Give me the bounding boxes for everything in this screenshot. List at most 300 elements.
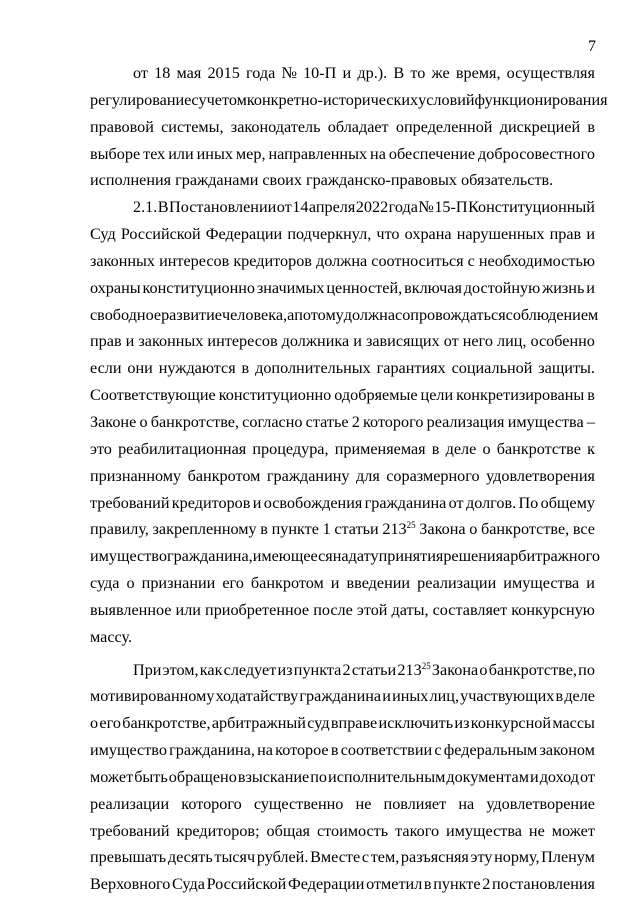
word: правовой [90,117,154,136]
word: особенно [530,332,595,351]
word: 15-П [434,198,468,217]
word: исполнительным [328,767,446,786]
word: реализации [417,574,497,593]
word: процедура, [252,439,329,458]
word: быть [134,767,168,786]
text-line [90,221,595,248]
word: законных [90,251,156,270]
word: в [260,520,268,539]
text-line [90,818,595,845]
word: Закона [419,520,466,539]
word: Федерации [287,875,365,894]
text-line [90,490,595,517]
word: мая [176,64,202,82]
word: подчеркнул, [287,225,372,244]
word: года [388,198,418,217]
word: Суда [172,875,205,894]
word: правилу, [90,520,149,539]
word: его [222,574,244,593]
word: от [133,64,148,82]
word: Вместе [310,848,361,867]
word: на [458,794,475,813]
word: исполнения [90,171,172,190]
text-line [90,791,595,818]
word: гражданина, [166,547,253,566]
word: 2 [342,660,351,679]
word: необходимостью [478,251,595,270]
word: для [356,466,380,485]
word: соотноситься [371,251,464,270]
word: этой [356,600,388,619]
word: это [90,439,112,458]
word: нуждаются [158,359,236,378]
word: прав [549,225,582,244]
text-line [90,516,595,543]
word: статье [305,412,349,431]
word: имущества [507,412,584,431]
word: по [310,767,328,786]
word: социальной [451,359,533,378]
word: же [431,64,450,82]
word: него [462,332,493,351]
word: не [355,794,372,813]
word: Суд [90,225,116,244]
word: Постановлении [169,198,277,217]
word: В [393,64,405,82]
word: соразмерного [386,466,480,485]
word: лиц, [429,687,459,706]
word: имущества [503,574,580,593]
word: и [330,574,340,593]
word: имущества [446,821,522,840]
word: документам [446,767,529,786]
text-line [90,543,601,570]
word: развитие [161,305,222,324]
word: время, [455,64,501,82]
word: защиты. [538,359,595,378]
word: они [127,359,153,378]
word: решения [443,547,504,566]
word: года [245,64,276,82]
word: и [586,278,595,297]
word: требований [90,821,170,840]
word: конкурсной [470,714,552,733]
word: о [90,714,99,733]
word: в [587,117,595,136]
word: и [382,687,391,706]
word: № [418,198,434,217]
word: № [281,64,297,82]
word: 2022 [355,198,389,217]
word: апреля [308,198,356,217]
word: по [578,660,595,679]
word: лиц, [497,332,527,351]
word: одобряемые [334,386,418,405]
word: гражданина [299,687,382,706]
word: если [90,359,122,378]
text-line [90,683,595,710]
word: значимых [256,278,325,297]
word: Конституционный [468,198,595,217]
word: или [168,144,194,163]
word: банкротом [250,574,324,593]
word: гражданско-правовых [305,171,458,190]
word: банкротстве [496,439,581,458]
word: банкротстве, [122,714,211,733]
word: 14 [292,198,309,217]
word: из [277,660,293,679]
word: в [431,439,440,458]
word: участвующих [460,687,555,706]
body-text [90,60,608,898]
word: с [467,251,475,270]
word: имеющееся [252,547,333,566]
word: от [448,493,464,512]
word: общая [266,821,310,840]
text-line [90,355,595,382]
word: имущество [90,547,167,566]
word: на [257,741,273,760]
word: осуществляя [506,64,595,82]
word: конкурсную [511,600,595,619]
text-line [90,141,595,168]
word: своих [262,171,302,190]
text-line [90,114,595,141]
word: и [353,332,362,351]
word: 10-П [303,64,337,82]
word: арбитражного [503,547,601,566]
word: в [555,687,564,706]
word: принятия [378,547,444,566]
word: определенной [395,117,493,136]
word: которого [363,412,424,431]
word: 2 [351,412,360,431]
word: $213^{25}$ [382,520,416,539]
word: доход [539,767,579,786]
word: тех [143,144,166,163]
word: то [410,64,426,82]
word: гражданами [175,171,259,190]
text-line [90,167,595,194]
word: дискрецией [499,117,581,136]
word: а [287,305,295,324]
word: и [586,574,595,593]
word: деле [564,687,595,706]
word: выявленное [90,600,172,619]
text-line [90,657,595,684]
word: как [199,660,223,679]
word: применяемая [334,439,426,458]
text-line [90,436,595,463]
word: в [587,386,595,405]
word: и [530,767,539,786]
word: банкротстве, [480,520,570,539]
word: исключить [378,714,454,733]
word: цели [420,386,454,405]
word: Пленум [541,848,595,867]
word: зависящих [365,332,440,351]
word: Верховного [90,875,171,894]
word: превышать [90,848,167,867]
word: обращено [168,767,237,786]
word: реализация [426,412,505,431]
word: признании [141,574,216,593]
word: не [528,821,545,840]
word: этом, [162,660,199,679]
text-line [90,302,599,329]
text-line [90,60,595,87]
word: должна [315,251,368,270]
word: направленных [268,144,368,163]
word: которое [275,741,329,760]
word: кредиторов [233,251,312,270]
word: суда [90,574,120,593]
word: с [434,741,442,760]
word: $213^{25}$ [397,660,431,679]
word: с [361,848,370,867]
word: массы [552,714,595,733]
word: которого [181,794,242,813]
word: В [157,198,169,217]
word: удовлетворения [486,466,595,485]
text-line [90,737,595,764]
word: арбитражный [211,714,306,733]
word: пункте [271,520,319,539]
word: о [482,439,491,458]
word: может [551,821,595,840]
word: дополнительных [255,359,371,378]
word: человека, [221,305,288,324]
word: учетом [198,90,247,109]
word: тысяч [214,848,256,867]
word: потому [294,305,344,324]
word: признанному [90,466,182,485]
word: свободное [90,305,162,324]
text-line [90,570,595,597]
word: кредиторов [171,493,251,512]
text-line [90,597,595,624]
text-line [90,248,595,275]
word: нарушенных [456,225,545,244]
word: в [423,875,432,894]
word: интересов [207,332,278,351]
word: согласно [242,412,303,431]
word: в [330,741,339,760]
word: обязательств. [461,171,554,190]
word: разъясняя [400,848,469,867]
word: банкротом [187,466,261,485]
word: суд [307,714,330,733]
text-line [90,624,595,651]
word: реализации [90,794,170,813]
word: прав [90,332,122,351]
word: мер, [235,144,266,163]
word: пункта [293,660,342,679]
word: на [332,547,349,566]
word: выборе [90,144,141,163]
text-line [90,710,595,737]
word: все [572,520,595,539]
word: конституционно [218,386,332,405]
word: интересов [159,251,230,270]
word: – [586,412,595,431]
word: стоимость [316,821,389,840]
word: законом [539,741,595,760]
word: общему [540,493,595,512]
word: долгов. [465,493,517,512]
word: системы, [161,117,224,136]
word: постановления [491,875,595,894]
word: реабилитационная [118,439,247,458]
word: 2 [482,875,491,894]
word: ценностей, [326,278,403,297]
word: из [454,714,470,733]
word: обеспечение [388,144,476,163]
word: охраны [90,278,141,297]
word: о [126,574,135,593]
word: существенно [253,794,344,813]
word: о [139,412,148,431]
text-line [90,844,595,871]
text-line [90,275,595,302]
word: Закона [431,660,479,679]
word: эту [470,848,493,867]
word: должника [281,332,350,351]
word: о [469,520,478,539]
word: законодатель [230,117,321,136]
word: статьи [351,660,397,679]
word: имущество [90,741,167,760]
word: законных [138,332,204,351]
word: или [175,600,201,619]
word: массу. [90,627,132,646]
word: взыскание [237,767,310,786]
text-line [90,764,595,791]
word: Соответствующие [90,386,216,405]
word: условий [418,90,475,109]
word: гражданина [364,493,447,512]
word: Законе [90,412,137,431]
word: гражданину [266,466,350,485]
word: закрепленному [152,520,257,539]
word: охрана [404,225,452,244]
word: 2015 [207,64,240,82]
word: введении [346,574,411,593]
word: При [133,660,162,679]
word: По [518,493,539,512]
word: добросовестного [478,144,595,163]
text-line [90,194,595,221]
word: конкретизированы [456,386,585,405]
word: может [90,767,134,786]
text-line [90,328,595,355]
word: норму, [494,848,540,867]
word: Российской [120,225,201,244]
word: мотивированному [90,687,215,706]
word: удовлетворение [486,794,595,813]
word: тем, [370,848,400,867]
word: следует [223,660,277,679]
word: даты, [391,600,429,619]
word: гарантиях [376,359,446,378]
word: десять [167,848,213,867]
word: такого [395,821,440,840]
word: повлияет [383,794,447,813]
word: федеральным [443,741,538,760]
word: деле [445,439,477,458]
word: вправе [330,714,378,733]
word: о [479,660,488,679]
word: и [342,64,352,82]
word: Федерации [205,225,283,244]
word: от [443,332,459,351]
word: ходатайству [215,687,299,706]
word: к [587,439,595,458]
word: др.). [357,64,388,82]
word: рублей. [256,848,309,867]
page-number: 7 [588,38,596,55]
word: 1 [322,520,331,539]
word: соответствии [340,741,433,760]
text-line [90,382,595,409]
word: конкретно-исторических [246,90,419,109]
word: его [99,714,121,733]
word: 2.1. [133,198,158,217]
word: жизнь [542,278,585,297]
word: дату [348,547,379,566]
word: достойную [463,278,541,297]
word: что [376,225,400,244]
word: составляет [432,600,508,619]
word: сопровождаться [395,305,506,324]
word: конституционно [142,278,255,297]
word: регулирование [90,90,192,109]
word: после [313,600,353,619]
word: приобретенное [205,600,310,619]
text-line [90,463,595,490]
word: банкротстве, [150,412,239,431]
word: и [125,332,135,351]
word: требований [90,493,170,512]
word: соблюдением [505,305,599,324]
word: освобождения [263,493,363,512]
word: должна [343,305,396,324]
word: иных [196,144,233,163]
word: от [579,767,595,786]
word: с [191,90,199,109]
word: обладает [327,117,389,136]
word: на [370,144,386,163]
text-line [90,871,595,898]
word: Российской [206,875,287,894]
word: 18 [154,64,171,82]
text-line [90,409,595,436]
word: функционирования [474,90,608,109]
word: гражданина, [169,741,255,760]
text-line [90,87,608,114]
word: пункте [433,875,481,894]
word: статьи [334,520,379,539]
word: от [276,198,292,217]
word: отметил [366,875,423,894]
word: банкротстве, [488,660,577,679]
word: в [241,359,250,378]
word: и [252,493,262,512]
word: и [586,225,595,244]
word: кредиторов; [176,821,260,840]
word: включая [404,278,462,297]
word: иных [392,687,429,706]
